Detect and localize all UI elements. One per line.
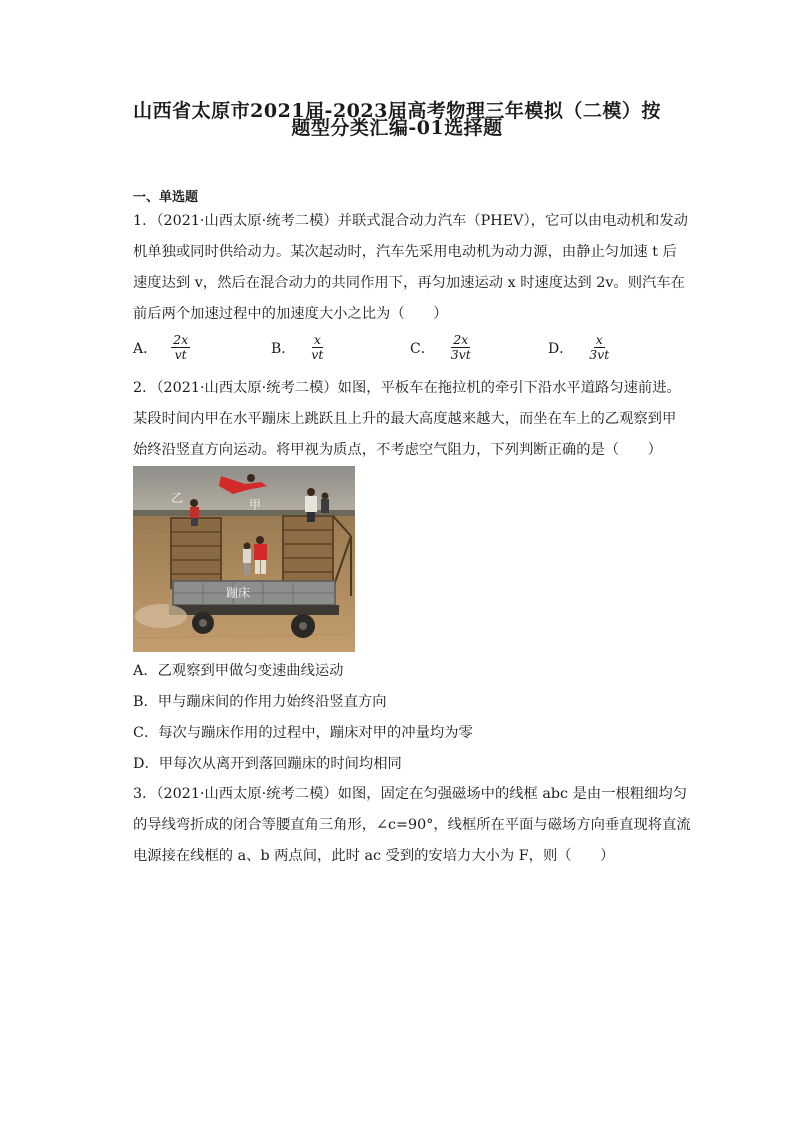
- fraction: [587, 333, 611, 362]
- option-label: B．: [271, 340, 296, 357]
- q3-line-3: 电源接在线框的 a、b 两点间，此时 ac 受到的安培力大小为 F，则（ ）: [133, 848, 615, 864]
- option-label: A．: [133, 340, 158, 357]
- denominator: vt: [174, 347, 187, 362]
- page-title-line-2: 题型分类汇编-01选择题: [291, 117, 503, 139]
- q2-choice-a[interactable]: A．乙观察到甲做匀变速曲线运动: [133, 663, 344, 679]
- fraction: [449, 333, 473, 362]
- numerator: x: [313, 332, 321, 347]
- fraction: [309, 333, 325, 362]
- q1-line-4: 前后两个加速过程中的加速度大小之比为（ ）: [133, 306, 448, 322]
- option-label: C．: [410, 340, 435, 357]
- q1-line-1: 1．（2021·山西太原·统考二模）并联式混合动力汽车（PHEV），它可以由电动机和发动: [133, 213, 688, 229]
- q1-line-2: 机单独或同时供给动力。某次起动时，汽车先采用电动机为动力源，由静止匀加速 t 后: [133, 244, 677, 260]
- q2-line-3: 始终沿竖直方向运动。将甲视为质点，不考虑空气阻力，下列判断正确的是（ ）: [133, 442, 662, 458]
- q3-line-1: 3．（2021·山西太原·统考二模）如图，固定在匀强磁场中的线框 abc 是由一根粗细均匀: [133, 786, 687, 802]
- numerator: x: [595, 332, 603, 347]
- q2-line-1: 2．（2021·山西太原·统考二模）如图，平板车在拖拉机的牵引下沿水平道路匀速前进。: [133, 380, 681, 396]
- q2-choice-b[interactable]: B．甲与蹦床间的作用力始终沿竖直方向: [133, 694, 387, 710]
- q1-option-d[interactable]: [548, 333, 611, 362]
- fraction: [171, 333, 190, 362]
- q1-option-a[interactable]: [133, 333, 190, 362]
- label-yi: 乙: [171, 491, 184, 505]
- denominator: vt: [311, 347, 324, 362]
- label-trampoline: 蹦床: [226, 586, 251, 600]
- label-jia: 甲: [249, 498, 262, 512]
- q2-choice-c[interactable]: C．每次与蹦床作用的过程中，蹦床对甲的冲量均为零: [133, 725, 473, 741]
- q1-option-b[interactable]: [271, 333, 325, 362]
- numerator: 2x: [453, 332, 469, 347]
- q2-line-2: 某段时间内甲在水平蹦床上跳跃且上升的最大高度越来越大，而坐在车上的乙观察到甲: [133, 411, 677, 427]
- section-heading: 一、单选题: [133, 190, 199, 205]
- numerator: 2x: [173, 332, 189, 347]
- q1-option-c[interactable]: [410, 333, 473, 362]
- q3-line-2: 的导线弯折成的闭合等腰直角三角形，∠c=90°，线框所在平面与磁场方向垂直现将直流: [133, 817, 691, 833]
- q2-choice-d[interactable]: D．甲每次从离开到落回蹦床的时间均相同: [133, 756, 402, 772]
- denominator: 3vt: [450, 347, 471, 362]
- page-title-line-1: 山西省太原市2021届-2023届高考物理三年模拟（二模）按: [133, 100, 661, 122]
- option-label: D．: [548, 340, 574, 357]
- q1-line-3: 速度达到 v，然后在混合动力的共同作用下，再匀加速运动 x 时速度达到 2v。则汽车在: [133, 275, 685, 291]
- person-yi: [190, 499, 199, 526]
- trampoline-truck-photo: [133, 466, 355, 652]
- denominator: 3vt: [589, 347, 610, 362]
